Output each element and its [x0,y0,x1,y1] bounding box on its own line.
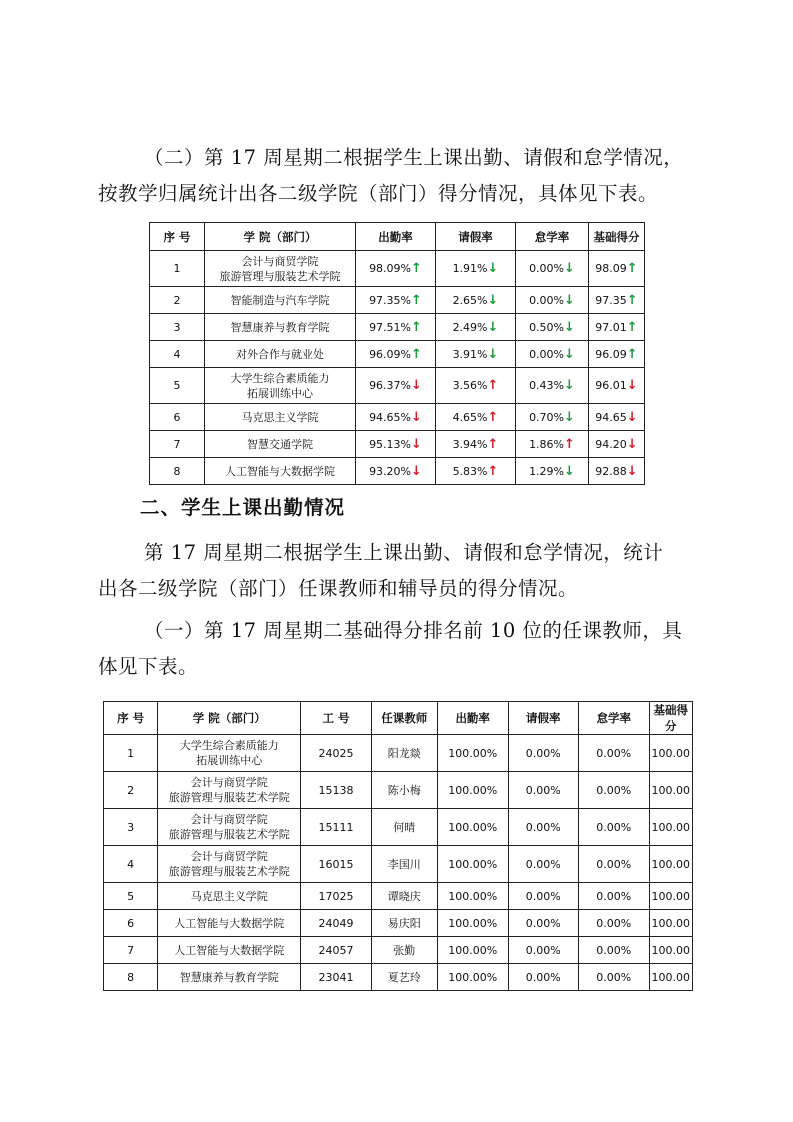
teacher-name-cell: 何晴 [371,809,437,846]
college-name-line: 会计与商贸学院 [241,254,319,268]
arrow-down-icon: ↓ [487,292,499,308]
table-row [150,458,645,485]
arrow-up-icon: ↑ [626,346,638,362]
arrow-down-icon: ↓ [487,261,499,276]
leave-cell: 0.00% [508,846,578,883]
staff-id-cell: 17025 [301,883,371,910]
slack-cell-value: 0.50% [529,320,565,334]
staff-id-cell: 16015 [301,846,371,883]
arrow-down-icon: ↓ [487,346,499,362]
row-number-cell: 2 [104,772,158,809]
leave-cell-value: 4.65% [452,410,488,424]
college-name-line: 大学生综合素质能力 [179,739,279,752]
college-name-line: 人工智能与大数据学院 [174,943,285,957]
college-name-line: 拓展训练中心 [247,386,313,400]
table-row [150,251,645,287]
leave-cell-value: 3.56% [452,379,488,392]
header-leave: 请假率 [508,702,578,735]
slack-cell: 0.00% [579,883,650,910]
college-cell [158,772,301,809]
row-number-cell: 8 [104,964,158,991]
attendance-cell [356,251,436,287]
row-number-cell: 6 [104,910,158,937]
attendance-cell-value: 97.51% [369,320,412,334]
row-number-cell: 6 [150,404,205,431]
arrow-up-icon: ↑ [411,261,422,276]
attendance-cell [356,287,436,314]
arrow-down-icon: ↓ [564,409,575,425]
teacher-name-cell: 夏艺玲 [371,964,437,991]
attendance-cell [356,404,436,431]
slack-cell-value: 1.29% [529,464,565,478]
arrow-up-icon: ↑ [487,463,499,479]
section-heading: 二、学生上课出勤情况 [140,496,346,519]
score-cell [589,314,645,341]
leave-cell-value: 2.49% [452,320,488,334]
header-slack: 怠学率 [579,702,650,735]
slack-cell-value: 0.00% [529,262,565,275]
staff-id-cell: 24025 [301,735,371,772]
attendance-cell [356,431,436,458]
leave-cell [436,404,516,431]
slack-cell: 0.00% [579,772,650,809]
paragraph-1 [98,140,698,212]
leave-cell [436,431,516,458]
table-row [104,883,693,910]
row-number-cell: 8 [150,458,205,485]
paragraph-1-line-1: （二）第 17 周星期二根据学生上课出勤、请假和怠学情况， [144,146,684,169]
teacher-name-cell: 陈小梅 [371,772,437,809]
score-cell [589,251,645,287]
row-number-cell: 3 [104,809,158,846]
college-score-table [149,222,645,485]
college-name-line: 人工智能与大数据学院 [225,464,335,478]
leave-cell [436,341,516,368]
paragraph-2-line-1: 第 17 周星期二根据学生上课出勤、请假和怠学情况，统计 [144,541,664,564]
college-name-line: 人工智能与大数据学院 [174,916,285,930]
attendance-cell [356,314,436,341]
leave-cell: 0.00% [508,772,578,809]
slack-cell [516,251,589,287]
teacher-name-cell: 阳龙燚 [371,735,437,772]
paragraph-2 [98,535,698,607]
slack-cell [516,431,589,458]
table-row [104,910,693,937]
staff-id-cell: 24057 [301,937,371,964]
header-college: 学 院（部门） [205,223,356,251]
header-score: 基础得分 [649,702,693,735]
college-name-line: 旅游管理与服装艺术学院 [219,269,341,283]
table-row [104,735,693,772]
college-cell [205,287,356,314]
college-name-line: 拓展训练中心 [196,754,263,767]
arrow-up-icon: ↑ [487,436,499,452]
attendance-cell: 100.00% [437,937,508,964]
arrow-up-icon: ↑ [411,346,422,362]
college-name-line: 旅游管理与服装艺术学院 [168,791,290,804]
score-cell: 100.00 [649,735,693,772]
college-cell [205,368,356,404]
staff-id-cell: 23041 [301,964,371,991]
arrow-up-icon: ↑ [411,292,422,308]
table-row [104,846,693,883]
row-number-cell: 2 [150,287,205,314]
table-row [104,937,693,964]
table-row [150,368,645,404]
header-teacher: 任课教师 [371,702,437,735]
teacher-name-cell: 易庆阳 [371,910,437,937]
table-header-row [150,223,645,251]
leave-cell-value: 3.91% [452,347,488,361]
college-cell [205,404,356,431]
score-cell-value: 97.01 [595,320,627,334]
college-name-line: 马克思主义学院 [241,410,319,424]
attendance-cell [356,458,436,485]
college-cell [205,431,356,458]
row-number-cell: 5 [104,883,158,910]
leave-cell: 0.00% [508,809,578,846]
arrow-down-icon: ↓ [564,319,575,335]
arrow-up-icon: ↑ [564,436,575,452]
slack-cell: 0.00% [579,735,650,772]
college-name-line: 会计与商贸学院 [190,813,268,826]
attendance-cell [356,368,436,404]
score-cell [589,404,645,431]
arrow-down-icon: ↓ [626,436,638,452]
row-number-cell: 1 [104,735,158,772]
college-name-line: 智慧康养与教育学院 [179,970,279,984]
arrow-down-icon: ↓ [564,463,575,479]
college-cell [205,251,356,287]
attendance-cell [356,341,436,368]
paragraph-3-line-2: 体见下表。 [98,655,199,678]
teacher-name-cell: 张勤 [371,937,437,964]
leave-cell-value: 5.83% [452,464,488,478]
attendance-cell-value: 94.65% [369,410,412,424]
attendance-cell-value: 98.09% [369,262,412,275]
paragraph-3-line-1: （一）第 17 周星期二基础得分排名前 10 位的任课教师，具 [144,619,683,642]
slack-cell [516,368,589,404]
leave-cell: 0.00% [508,883,578,910]
staff-id-cell: 15138 [301,772,371,809]
score-cell [589,458,645,485]
slack-cell [516,314,589,341]
staff-id-cell: 15111 [301,809,371,846]
attendance-cell: 100.00% [437,809,508,846]
attendance-cell: 100.00% [437,964,508,991]
score-cell [589,341,645,368]
attendance-cell-value: 96.09% [369,347,412,361]
college-name-line: 大学生综合素质能力 [230,371,330,385]
table-row [104,964,693,991]
college-cell [158,735,301,772]
score-cell: 100.00 [649,964,693,991]
paragraph-3 [98,613,698,685]
leave-cell [436,458,516,485]
table-row [150,314,645,341]
header-attendance: 出勤率 [437,702,508,735]
arrow-down-icon: ↓ [564,292,575,308]
college-name-line: 旅游管理与服装艺术学院 [168,865,290,878]
arrow-up-icon: ↑ [487,409,499,425]
arrow-down-icon: ↓ [626,463,638,479]
staff-id-cell: 24049 [301,910,371,937]
score-cell [589,287,645,314]
college-name-line: 智慧交通学院 [247,437,313,451]
table-row [104,809,693,846]
slack-cell: 0.00% [579,937,650,964]
slack-cell: 0.00% [579,809,650,846]
score-cell-value: 96.01 [595,379,627,392]
arrow-down-icon: ↓ [487,319,499,335]
score-cell [589,431,645,458]
arrow-down-icon: ↓ [411,409,422,425]
slack-cell [516,458,589,485]
arrow-down-icon: ↓ [626,378,638,393]
header-college: 学 院（部门） [158,702,301,735]
row-number-cell: 5 [150,368,205,404]
leave-cell: 0.00% [508,735,578,772]
slack-cell: 0.00% [579,964,650,991]
score-cell: 100.00 [649,772,693,809]
college-name-line: 智能制造与汽车学院 [230,293,330,307]
score-cell: 100.00 [649,910,693,937]
row-number-cell: 1 [150,251,205,287]
arrow-up-icon: ↑ [411,319,422,335]
college-cell [205,341,356,368]
header-staff-id: 工 号 [301,702,371,735]
table-row [150,404,645,431]
attendance-cell-value: 95.13% [369,437,412,451]
college-cell [205,314,356,341]
arrow-down-icon: ↓ [564,346,575,362]
attendance-cell-value: 97.35% [369,293,412,307]
table-header-row [104,702,693,735]
attendance-cell: 100.00% [437,846,508,883]
header-leave: 请假率 [436,223,516,251]
slack-cell [516,404,589,431]
teacher-name-cell: 谭晓庆 [371,883,437,910]
row-number-cell: 7 [150,431,205,458]
paragraph-2-line-2: 出各二级学院（部门）任课教师和辅导员的得分情况。 [98,577,579,600]
row-number-cell: 4 [104,846,158,883]
score-cell-value: 98.09 [595,262,627,275]
leave-cell-value: 3.94% [452,437,488,451]
score-cell: 100.00 [649,846,693,883]
slack-cell: 0.00% [579,846,650,883]
slack-cell-value: 1.86% [529,437,565,451]
college-name-line: 会计与商贸学院 [190,776,268,789]
header-score: 基础得分 [589,223,645,251]
leave-cell: 0.00% [508,910,578,937]
leave-cell [436,368,516,404]
table-row [150,287,645,314]
college-cell [158,809,301,846]
leave-cell-value: 2.65% [452,293,488,307]
header-slack: 怠学率 [516,223,589,251]
score-cell: 100.00 [649,809,693,846]
leave-cell [436,314,516,341]
score-cell-value: 94.65 [595,410,627,424]
teacher-ranking-table [103,701,693,991]
score-cell: 100.00 [649,937,693,964]
slack-cell-value: 0.00% [529,347,565,361]
header-no: 序 号 [104,702,158,735]
arrow-down-icon: ↓ [411,463,422,479]
arrow-up-icon: ↑ [626,261,638,276]
slack-cell [516,287,589,314]
slack-cell [516,341,589,368]
arrow-down-icon: ↓ [564,261,575,276]
header-no: 序 号 [150,223,205,251]
college-name-line: 旅游管理与服装艺术学院 [168,828,290,841]
arrow-down-icon: ↓ [411,436,422,452]
score-cell-value: 96.09 [595,347,627,361]
attendance-cell: 100.00% [437,772,508,809]
table-row [150,431,645,458]
score-cell-value: 97.35 [595,293,627,307]
leave-cell [436,251,516,287]
teacher-name-cell: 李国川 [371,846,437,883]
leave-cell [436,287,516,314]
college-cell [158,937,301,964]
paragraph-1-line-2: 按教学归属统计出各二级学院（部门）得分情况，具体见下表。 [98,182,659,205]
college-name-line: 对外合作与就业处 [236,347,324,361]
attendance-cell: 100.00% [437,883,508,910]
college-name-line: 会计与商贸学院 [190,850,268,863]
row-number-cell: 4 [150,341,205,368]
score-cell-value: 92.88 [595,464,627,478]
college-name-line: 智慧康养与教育学院 [230,320,330,334]
college-cell [158,883,301,910]
slack-cell-value: 0.70% [529,410,565,424]
arrow-down-icon: ↓ [564,378,575,393]
arrow-down-icon: ↓ [626,409,638,425]
college-cell [205,458,356,485]
table-row [150,341,645,368]
college-cell [158,910,301,937]
attendance-cell: 100.00% [437,735,508,772]
leave-cell: 0.00% [508,937,578,964]
attendance-cell: 100.00% [437,910,508,937]
slack-cell-value: 0.00% [529,293,565,307]
arrow-up-icon: ↑ [626,319,638,335]
college-cell [158,964,301,991]
row-number-cell: 3 [150,314,205,341]
college-name-line: 马克思主义学院 [190,889,268,903]
score-cell [589,368,645,404]
slack-cell: 0.00% [579,910,650,937]
arrow-down-icon: ↓ [411,378,422,393]
table-row [104,772,693,809]
row-number-cell: 7 [104,937,158,964]
arrow-up-icon: ↑ [487,378,499,393]
college-cell [158,846,301,883]
attendance-cell-value: 96.37% [369,379,412,392]
leave-cell-value: 1.91% [452,262,488,275]
leave-cell: 0.00% [508,964,578,991]
header-attendance: 出勤率 [356,223,436,251]
attendance-cell-value: 93.20% [369,464,412,478]
score-cell-value: 94.20 [595,437,627,451]
arrow-up-icon: ↑ [626,292,638,308]
score-cell: 100.00 [649,883,693,910]
slack-cell-value: 0.43% [529,379,565,392]
